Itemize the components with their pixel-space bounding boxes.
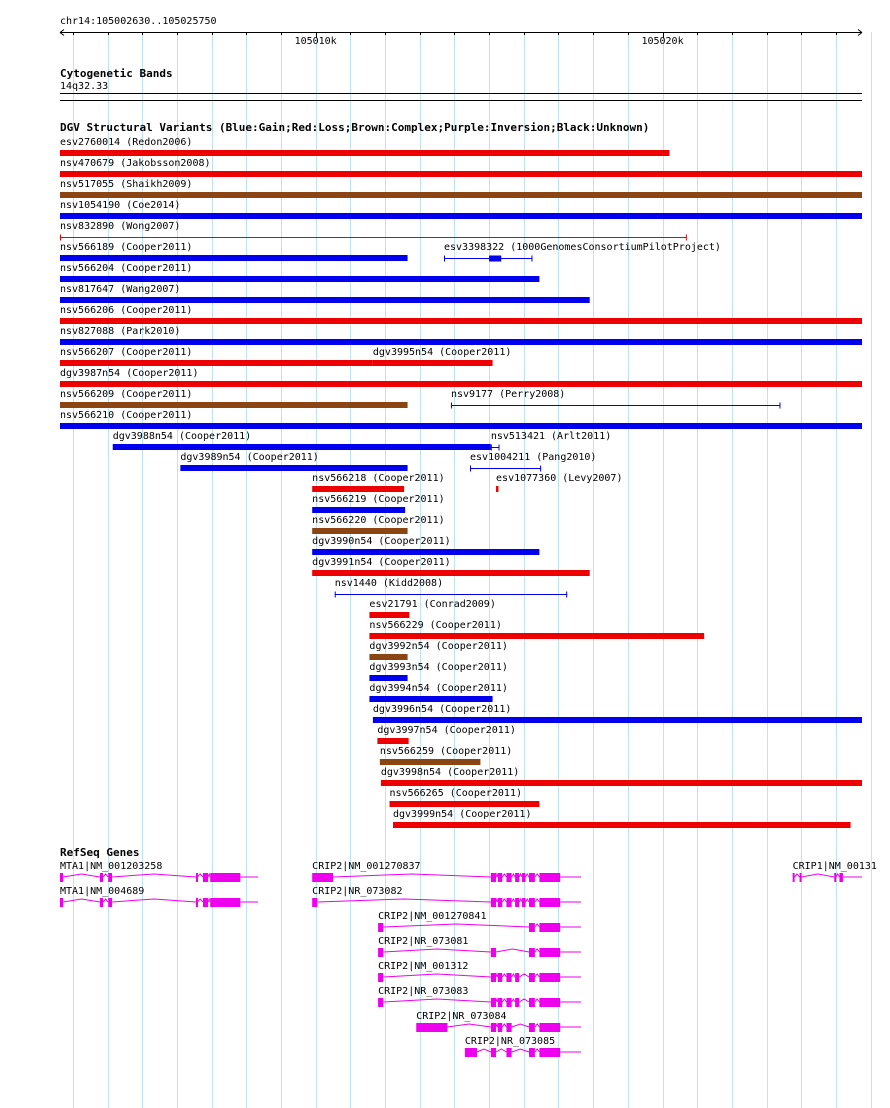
dgv-variant-bar[interactable]	[377, 738, 408, 744]
dgv-variant-bar[interactable]	[60, 213, 862, 219]
refseq-exon[interactable]	[465, 1048, 477, 1057]
dgv-variant-bar[interactable]	[180, 465, 407, 471]
refseq-exon[interactable]	[539, 873, 560, 882]
dgv-variant-label: esv21791 (Conrad2009)	[369, 599, 496, 610]
dgv-variant-label: dgv3990n54 (Cooper2011)	[312, 536, 451, 547]
dgv-variant[interactable]	[393, 809, 851, 828]
dgv-variant-bar[interactable]	[60, 339, 862, 345]
refseq-exon[interactable]	[529, 948, 535, 957]
refseq-exon[interactable]	[539, 973, 560, 982]
dgv-variant-label: nsv470679 (Jakobsson2008)	[60, 158, 211, 169]
refseq-transcript[interactable]	[793, 861, 877, 882]
dgv-variant-bar[interactable]	[60, 171, 862, 177]
refseq-exon[interactable]	[378, 998, 383, 1007]
dgv-variant-label: dgv3992n54 (Cooper2011)	[369, 641, 508, 652]
dgv-variant-bar[interactable]	[381, 780, 862, 786]
dgv-variant-bar[interactable]	[496, 486, 498, 492]
dgv-variant-label: dgv3988n54 (Cooper2011)	[112, 431, 252, 442]
dgv-variant-label: nsv513421 (Arlt2011)	[490, 431, 612, 442]
dgv-variant[interactable]	[60, 263, 539, 282]
dgv-variant-bar[interactable]	[380, 759, 481, 765]
refseq-transcript[interactable]	[312, 861, 581, 882]
dgv-variant-bar[interactable]	[369, 654, 407, 660]
dgv-variant[interactable]	[60, 284, 590, 303]
dgv-variant[interactable]	[470, 452, 596, 472]
dgv-variant-label: nsv566204 (Cooper2011)	[60, 263, 193, 274]
dgv-variant-bar[interactable]	[369, 696, 492, 702]
dgv-variant-bar[interactable]	[312, 570, 590, 576]
refseq-exon[interactable]	[498, 1023, 503, 1032]
dgv-variant[interactable]	[444, 242, 721, 262]
dgv-variant-bar[interactable]	[369, 675, 407, 681]
refseq-exon[interactable]	[210, 898, 240, 907]
refseq-exon[interactable]	[839, 873, 842, 882]
refseq-transcript[interactable]	[312, 886, 581, 907]
refseq-exon[interactable]	[108, 898, 112, 907]
refseq-exon[interactable]	[416, 1023, 447, 1032]
dgv-variant-label: esv3398322 (1000GenomesConsortiumPilotProject)	[444, 242, 721, 253]
dgv-variant-label: dgv3999n54 (Cooper2011)	[393, 809, 532, 820]
dgv-variant-bar[interactable]	[60, 318, 862, 324]
refseq-exon[interactable]	[506, 898, 511, 907]
refseq-exon[interactable]	[506, 873, 511, 882]
refseq-exon[interactable]	[498, 998, 503, 1007]
refseq-intron	[794, 874, 862, 877]
dgv-variant-bar[interactable]	[60, 276, 539, 282]
dgv-variant-bar[interactable]	[393, 822, 851, 828]
dgv-variant-bar[interactable]	[113, 444, 491, 450]
dgv-variant-label: esv2760014 (Redon2006)	[60, 137, 193, 148]
dgv-track	[60, 137, 862, 828]
refseq-transcript-label: CRIP2|NR_073083	[378, 986, 469, 997]
dgv-variant[interactable]	[451, 389, 781, 409]
refseq-transcript-label: CRIP2|NM_001270837	[312, 861, 421, 872]
dgv-variant[interactable]	[380, 746, 512, 765]
dgv-variant-label: nsv566220 (Cooper2011)	[312, 515, 445, 526]
refseq-track	[60, 861, 877, 1057]
refseq-exon[interactable]	[529, 998, 535, 1007]
refseq-exon[interactable]	[529, 1023, 535, 1032]
refseq-exon[interactable]	[800, 873, 802, 882]
refseq-exon[interactable]	[491, 973, 496, 982]
refseq-exon[interactable]	[491, 1023, 496, 1032]
dgv-variant-label: dgv3993n54 (Cooper2011)	[369, 662, 508, 673]
refseq-exon[interactable]	[108, 873, 112, 882]
dgv-variant-label: nsv1054190 (Coe2014)	[60, 200, 181, 211]
dgv-variant-bar[interactable]	[60, 381, 862, 387]
refseq-exon[interactable]	[203, 898, 208, 907]
refseq-transcript[interactable]	[378, 911, 581, 932]
refseq-exon[interactable]	[529, 1048, 535, 1057]
refseq-exon[interactable]	[539, 1048, 560, 1057]
refseq-exon[interactable]	[529, 873, 535, 882]
cytoband-label: 14q32.33	[60, 81, 109, 92]
dgv-variant-bar[interactable]	[390, 801, 540, 807]
refseq-exon[interactable]	[498, 898, 503, 907]
dgv-variant[interactable]	[60, 305, 862, 324]
refseq-exon[interactable]	[491, 898, 496, 907]
refseq-exon[interactable]	[210, 873, 240, 882]
refseq-track-title: RefSeq Genes	[60, 846, 140, 859]
refseq-transcript-label: MTA1|NM_001203258	[60, 861, 163, 872]
dgv-variant[interactable]	[60, 179, 862, 198]
refseq-exon[interactable]	[506, 973, 511, 982]
refseq-transcript-label: CRIP2|NM_001270841	[378, 911, 487, 922]
refseq-exon[interactable]	[506, 1048, 511, 1057]
dgv-variant-label: nsv9177 (Perry2008)	[450, 389, 566, 400]
dgv-variant-label: nsv566189 (Cooper2011)	[60, 242, 193, 253]
refseq-exon[interactable]	[529, 973, 535, 982]
dgv-variant-label: nsv827088 (Park2010)	[60, 326, 181, 337]
location-label: chr14:105002630..105025750	[60, 16, 217, 27]
refseq-transcript[interactable]	[60, 861, 258, 882]
dgv-variant-bar[interactable]	[312, 507, 405, 513]
refseq-exon[interactable]	[203, 873, 208, 882]
dgv-variant-bar[interactable]	[369, 633, 704, 639]
dgv-variant-bar[interactable]	[312, 528, 407, 534]
refseq-transcript[interactable]	[416, 1011, 581, 1032]
ruler[interactable]	[60, 30, 862, 48]
refseq-exon[interactable]	[60, 873, 63, 882]
dgv-variant[interactable]	[369, 683, 507, 702]
dgv-variant-bar[interactable]	[60, 255, 408, 261]
dgv-variant[interactable]	[180, 452, 407, 471]
dgv-variant-label: nsv817647 (Wang2007)	[60, 284, 181, 295]
refseq-exon[interactable]	[378, 948, 383, 957]
dgv-variant[interactable]	[312, 494, 444, 513]
dgv-variant-label: dgv3997n54 (Cooper2011)	[377, 725, 516, 736]
refseq-transcript-label: CRIP2|NR_073081	[378, 936, 469, 947]
dgv-variant-bar[interactable]	[60, 150, 669, 156]
dgv-variant[interactable]	[312, 473, 444, 492]
dgv-variant-label: nsv1440 (Kidd2008)	[334, 578, 444, 589]
dgv-variant[interactable]	[60, 158, 862, 177]
dgv-variant[interactable]	[60, 389, 408, 408]
refseq-exon[interactable]	[539, 1023, 560, 1032]
dgv-variant-bar[interactable]	[60, 423, 862, 429]
refseq-transcript-label: CRIP2|NR_073082	[312, 886, 403, 897]
refseq-exon[interactable]	[60, 898, 63, 907]
dgv-variant[interactable]	[312, 557, 590, 576]
refseq-transcript[interactable]	[378, 986, 581, 1007]
refseq-intron	[447, 1024, 581, 1027]
refseq-exon[interactable]	[100, 873, 103, 882]
dgv-variant-label: dgv3991n54 (Cooper2011)	[312, 557, 451, 568]
dgv-variant-label: nsv566259 (Cooper2011)	[379, 746, 513, 757]
refseq-exon[interactable]	[529, 923, 535, 932]
dgv-variant[interactable]	[373, 347, 511, 366]
dgv-variant-label: nsv566206 (Cooper2011)	[60, 305, 193, 316]
dgv-variant-bar[interactable]	[373, 717, 862, 723]
refseq-transcript-label: CRIP2|NR_073084	[416, 1011, 507, 1022]
dgv-variant[interactable]	[377, 725, 515, 744]
dgv-variant[interactable]	[60, 242, 408, 261]
refseq-exon[interactable]	[491, 948, 496, 957]
dgv-variant-label: esv1077360 (Levy2007)	[496, 473, 623, 484]
dgv-variant-label: nsv566265 (Cooper2011)	[389, 788, 522, 799]
dgv-variant-label: nsv566218 (Cooper2011)	[312, 473, 445, 484]
dgv-variant[interactable]	[60, 137, 669, 156]
refseq-exon[interactable]	[515, 873, 519, 882]
dgv-variant[interactable]	[369, 641, 507, 660]
refseq-exon[interactable]	[196, 898, 198, 907]
refseq-transcript-label: MTA1|NM_004689	[60, 886, 145, 897]
refseq-exon[interactable]	[539, 998, 560, 1007]
dgv-variant-label: dgv3996n54 (Cooper2011)	[372, 704, 512, 715]
refseq-exon[interactable]	[491, 1048, 496, 1057]
refseq-exon[interactable]	[491, 998, 496, 1007]
refseq-exon[interactable]	[100, 898, 103, 907]
dgv-variant[interactable]	[60, 410, 862, 429]
dgv-variant[interactable]	[369, 599, 495, 618]
refseq-transcript-label: CRIP2|NM_001312	[378, 961, 469, 972]
dgv-variant-label: esv1004211 (Pang2010)	[470, 452, 597, 463]
dgv-variant-label: nsv566207 (Cooper2011)	[60, 347, 193, 358]
dgv-variant-bar[interactable]	[60, 192, 862, 198]
refseq-exon[interactable]	[522, 873, 525, 882]
refseq-exon[interactable]	[529, 898, 535, 907]
dgv-variant[interactable]	[496, 473, 622, 492]
dgv-variant[interactable]	[60, 326, 862, 345]
dgv-variant-bar[interactable]	[312, 549, 539, 555]
dgv-variant[interactable]	[60, 200, 862, 219]
cytoband-band[interactable]	[60, 94, 862, 101]
refseq-exon[interactable]	[539, 923, 560, 932]
dgv-variant-bar[interactable]	[369, 612, 409, 618]
dgv-variant-bar[interactable]	[60, 402, 408, 408]
dgv-variant-label: nsv517055 (Shaikh2009)	[60, 179, 193, 190]
refseq-transcript[interactable]	[378, 961, 581, 982]
refseq-exon[interactable]	[312, 898, 317, 907]
refseq-transcript-label: CRIP1|NM_00131	[792, 861, 877, 872]
dgv-variant-bar[interactable]	[373, 360, 493, 366]
dgv-variant-label: nsv566219 (Cooper2011)	[312, 494, 445, 505]
dgv-variant[interactable]	[369, 620, 704, 639]
refseq-exon[interactable]	[378, 973, 383, 982]
refseq-transcript[interactable]	[60, 886, 258, 907]
refseq-exon[interactable]	[312, 873, 333, 882]
dgv-variant[interactable]	[390, 788, 540, 807]
refseq-exon[interactable]	[539, 948, 560, 957]
dgv-variant-label: nsv566210 (Cooper2011)	[60, 410, 193, 421]
refseq-exon[interactable]	[522, 898, 525, 907]
dgv-variant-label: dgv3995n54 (Cooper2011)	[372, 347, 512, 358]
refseq-exon[interactable]	[498, 973, 503, 982]
refseq-exon[interactable]	[491, 873, 496, 882]
dgv-variant-label: nsv566229 (Cooper2011)	[369, 620, 502, 631]
refseq-exon[interactable]	[515, 898, 519, 907]
ruler-tick-label: 105010k	[294, 36, 337, 47]
dgv-variant-label: nsv832890 (Wong2007)	[60, 221, 181, 232]
refseq-exon[interactable]	[515, 973, 519, 982]
refseq-transcript[interactable]	[378, 936, 581, 957]
refseq-exon[interactable]	[515, 998, 519, 1007]
dgv-track-title: DGV Structural Variants (Blue:Gain;Red:Loss;Brown:Complex;Purple:Inversion;Black:Unknown)	[60, 121, 650, 134]
dgv-variant-label: dgv3989n54 (Cooper2011)	[180, 452, 319, 463]
ruler-tick-label: 105020k	[641, 36, 684, 47]
dgv-variant[interactable]	[369, 662, 507, 681]
dgv-variant-label: nsv566209 (Cooper2011)	[60, 389, 193, 400]
dgv-variant-label: dgv3998n54 (Cooper2011)	[380, 767, 520, 778]
refseq-transcript[interactable]	[465, 1036, 581, 1057]
dgv-variant[interactable]	[373, 704, 862, 723]
dgv-variant-bar[interactable]	[312, 486, 404, 492]
dgv-variant[interactable]	[60, 368, 862, 387]
refseq-exon[interactable]	[539, 898, 560, 907]
refseq-exon[interactable]	[793, 873, 795, 882]
dgv-variant[interactable]	[312, 536, 539, 555]
dgv-variant-core[interactable]	[489, 256, 501, 262]
dgv-variant[interactable]	[335, 578, 567, 598]
refseq-exon[interactable]	[834, 873, 836, 882]
refseq-transcript-label: CRIP2|NR_073085	[464, 1036, 556, 1047]
refseq-exon[interactable]	[196, 873, 198, 882]
refseq-exon[interactable]	[378, 923, 383, 932]
refseq-exon[interactable]	[506, 1023, 511, 1032]
dgv-variant-bar[interactable]	[60, 297, 590, 303]
dgv-variant[interactable]	[381, 767, 862, 786]
dgv-variant[interactable]	[60, 221, 687, 241]
dgv-variant-bar[interactable]	[60, 360, 373, 366]
refseq-exon[interactable]	[506, 998, 511, 1007]
dgv-variant[interactable]	[60, 347, 373, 366]
dgv-variant-label: dgv3987n54 (Cooper2011)	[60, 368, 199, 379]
dgv-variant[interactable]	[312, 515, 444, 534]
refseq-exon[interactable]	[498, 873, 503, 882]
dgv-variant-label: dgv3994n54 (Cooper2011)	[369, 683, 508, 694]
cytoband-track-title: Cytogenetic Bands	[60, 67, 173, 80]
dgv-variant[interactable]	[113, 431, 491, 450]
